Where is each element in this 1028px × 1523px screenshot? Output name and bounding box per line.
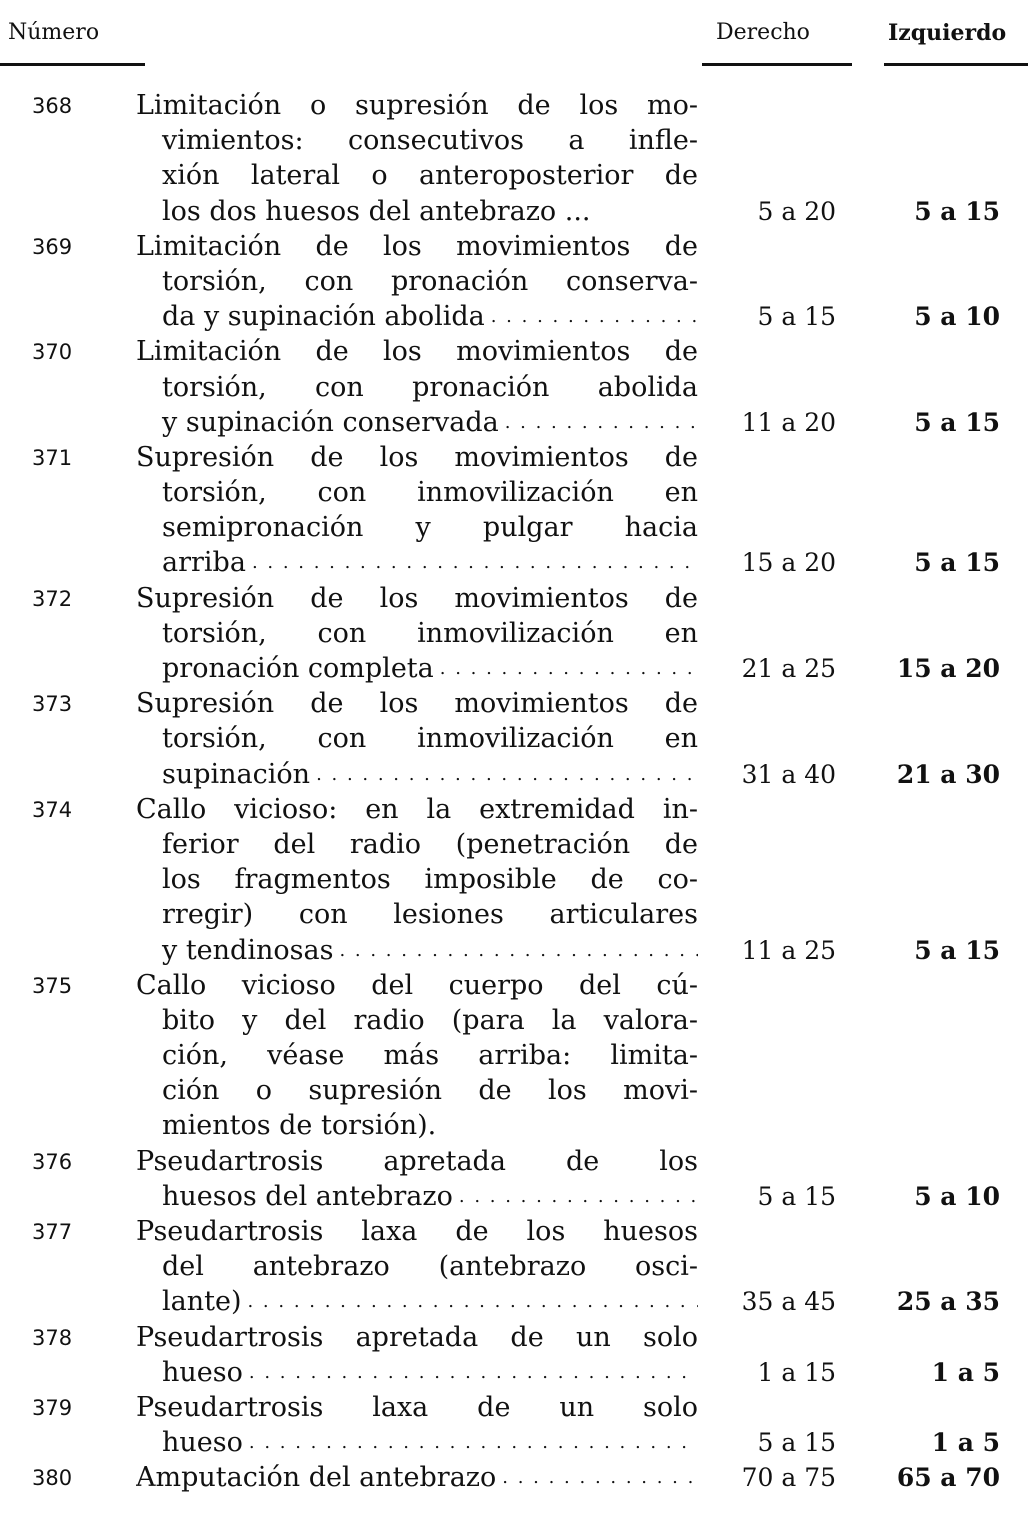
value-izquierdo: 5 a 15 [914,196,1000,226]
table-row [0,1144,1028,1214]
entry-number: 376 [32,1149,73,1174]
header-rule-numero [0,63,145,66]
description-line: ción o supresión de los movi- [162,1075,698,1107]
description-line: del antebrazo (antebrazo osci- [162,1251,698,1283]
description-line: huesos del antebrazo . . . [136,1179,698,1214]
description-line: mientos de torsión). [162,1110,437,1142]
description-line: Limitación de los movimientos de [136,230,698,262]
entry-number: 379 [32,1395,73,1420]
table-row [0,334,1028,440]
entry-number: 369 [32,234,73,259]
description-line: Pseudartrosis apretada de los [136,1145,698,1177]
value-derecho: 1 a 15 [757,1357,836,1387]
description-line: da y supinación abolida . . . [136,299,698,334]
description-line: Callo vicioso del cuerpo del cú- [136,969,698,1001]
description-line: Supresión de los movimientos de [136,688,698,720]
column-header-derecho: Derecho [716,20,810,45]
value-izquierdo: 5 a 15 [914,548,1000,578]
description-line: Pseudartrosis laxa de los huesos [136,1216,698,1247]
entry-number: 377 [32,1220,73,1244]
description-line: Pseudartrosis apretada de un solo [136,1321,698,1353]
description-line: Limitación o supresión de los mo- [136,90,698,121]
description-line: hueso . . . [136,1355,698,1390]
description-line: y tendinosas . . . [136,933,698,968]
description-line: torsión, con pronación abolida [162,371,698,403]
description-line: ción, véase más arriba: limita- [162,1040,698,1072]
entry-number: 370 [32,340,73,365]
value-izquierdo: 21 a 30 [896,759,1000,789]
table-row [0,1390,1028,1460]
entry-number: 375 [32,973,73,998]
column-header-numero: Número [8,20,100,45]
entry-values [0,1284,1028,1319]
value-izquierdo: 1 a 5 [931,1428,1000,1458]
description-line: semipronación y pulgar hacia [162,512,698,544]
entry-values [0,933,1028,968]
value-izquierdo: 5 a 15 [914,935,1000,965]
description-line: los fragmentos imposible de co- [162,864,698,896]
entry-values [0,299,1028,334]
entry-values [0,1460,1028,1495]
table-row [0,1214,1028,1320]
value-izquierdo: 5 a 10 [914,1181,1000,1211]
entry-number: 374 [32,797,73,822]
description-line: hueso . . . [136,1425,698,1460]
value-derecho: 11 a 20 [741,407,836,437]
description-line: Amputación del antebrazo . . . [136,1460,698,1495]
description-line: pronación completa . . . [136,651,698,686]
description-line: rregir) con lesiones articulares [162,899,698,931]
value-derecho: 31 a 40 [741,759,836,789]
table-row [0,686,1028,792]
entry-values [0,1179,1028,1214]
value-derecho: 11 a 25 [741,935,836,965]
description-line: torsión, con inmovilización en [162,617,698,649]
value-izquierdo: 65 a 70 [896,1463,1000,1493]
entry-values [0,651,1028,686]
value-derecho: 5 a 20 [757,196,836,226]
description-line: torsión, con inmovilización en [162,723,698,755]
header-rule-derecho [702,63,852,66]
entry-values [0,405,1028,440]
header-rule-izquierdo [884,63,1028,66]
table-row [0,229,1028,335]
entry-values [0,545,1028,580]
description-line: xión lateral o anteroposterior de [162,160,698,192]
table-row [0,88,1028,229]
description-line: Limitación de los movimientos de [136,336,698,368]
value-derecho: 5 a 15 [757,302,836,332]
entry-values [0,757,1028,792]
description-line: Supresión de los movimientos de [136,441,698,473]
table-row [0,1460,1028,1495]
description-line: torsión, con pronación conserva- [162,265,698,297]
description-line: Pseudartrosis laxa de un solo [136,1391,698,1423]
value-izquierdo: 5 a 15 [914,407,1000,437]
value-derecho: 21 a 25 [741,654,836,683]
value-derecho: 15 a 20 [741,548,836,578]
description-line: arriba . . . [136,545,698,580]
value-derecho: 70 a 75 [741,1463,836,1493]
value-izquierdo: 25 a 35 [896,1287,1000,1317]
table-row [0,1320,1028,1390]
description-line: torsión, con inmovilización en [162,477,698,509]
description-line: Callo vicioso: en la extremidad in- [136,793,698,825]
description-line: supinación . . . [136,757,698,792]
description-line: vimientos: consecutivos a infle- [162,125,698,157]
entry-list [0,88,1028,1496]
description-line: los dos huesos del antebrazo ... [162,195,591,227]
description-line: y supinación conservada . . . [136,405,698,440]
entry-number: 378 [32,1325,73,1350]
table-row [0,792,1028,968]
entry-number: 371 [32,445,73,470]
description-line: ferior del radio (penetración de [162,828,698,860]
description-line: bito y del radio (para la valora- [162,1004,698,1036]
table-row [0,440,1028,581]
value-izquierdo: 5 a 10 [914,302,1000,332]
column-header-izquierdo: Izquierdo [888,20,1007,46]
entry-values [0,1425,1028,1460]
value-derecho: 5 a 15 [757,1181,836,1211]
value-izquierdo: 15 a 20 [896,654,1000,683]
table-row [0,968,1028,1144]
entry-description [136,968,698,1144]
entry-number: 372 [32,586,73,611]
entry-values [0,1355,1028,1390]
value-derecho: 5 a 15 [757,1428,836,1458]
table-row [0,581,1028,687]
entry-number: 368 [32,94,73,118]
entry-values [0,194,1028,229]
entry-number: 373 [32,692,73,717]
description-line: lante) . . . [136,1284,698,1319]
value-izquierdo: 1 a 5 [931,1357,1000,1387]
description-line: Supresión de los movimientos de [136,582,698,614]
entry-number: 380 [32,1466,73,1491]
value-derecho: 35 a 45 [741,1287,836,1317]
